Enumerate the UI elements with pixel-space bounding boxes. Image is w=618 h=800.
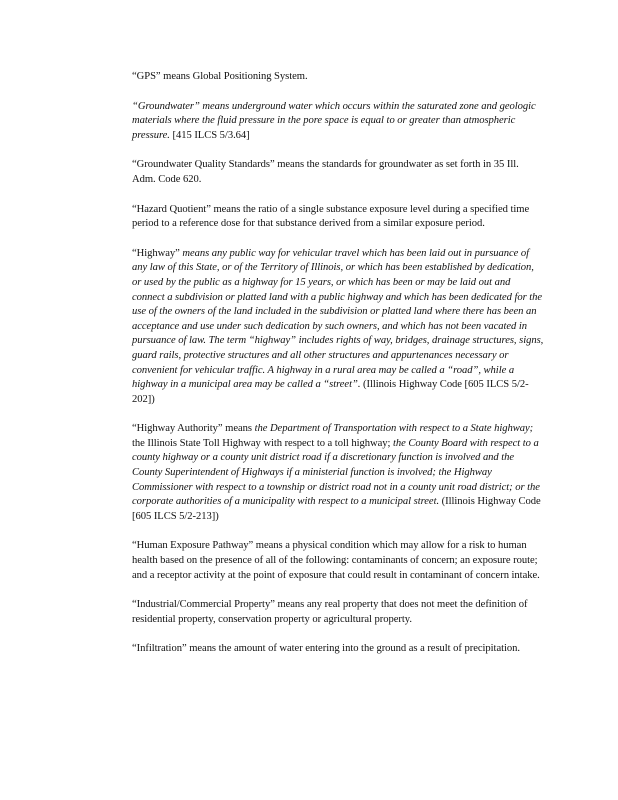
definition-paragraph xyxy=(132,642,544,657)
definition-paragraph xyxy=(132,203,544,232)
definition-paragraph xyxy=(132,158,544,187)
text-segment: (Illinois Highway Code [605 ILCS 5/2-202]) xyxy=(132,379,529,405)
text-segment: “Highway” xyxy=(132,247,183,259)
text-segment: “Human Exposure Pathway” means a physical condition which may allow for a risk to human health based on the presence of all of the following: contaminants of concern; an exposure route; and a receptor activity at the point of exposure that could result in contaminant of concern intake. xyxy=(132,540,540,581)
definition-paragraph xyxy=(132,70,544,85)
italic-text-segment: the Department of Transportation with respect to a State highway; xyxy=(254,423,534,435)
text-segment: “Highway Authority” means xyxy=(132,423,255,435)
text-segment: “Groundwater Quality Standards” means the standards for groundwater as set forth in 35 Ill. Adm. Code 620. xyxy=(132,159,519,185)
text-segment: [415 ILCS 5/3.64] xyxy=(169,129,250,141)
text-segment: the Illinois State Toll Highway with respect to a toll highway; xyxy=(132,437,393,449)
italic-text-segment: means any public way for vehicular travel which has been laid out in pursuance of any law of this State, or of the Territory of Illinois, or which has been established by dedication, or used by the public as a highway for 15 years, or which has been or may be laid out and connect a subdivision or platted land with a public highway and which has been dedicated for the use of the owners of the land included in the subdivision or platted land where there has been an acceptance and use under such dedication by such owners, and which has not been vacated in pursuance of law. The term “highway” includes rights of way, bridges, drainage structures, signs, guard rails, protective structures and all other structures and appurtenances necessary or convenient for vehicular traffic. A highway in a rural area may be called a “road”, while a highway in a municipal area may be called a “street”. xyxy=(132,247,544,391)
definitions-list xyxy=(132,70,544,672)
definition-paragraph xyxy=(132,422,544,524)
text-segment: “Hazard Quotient” means the ratio of a single substance exposure level during a specified time period to a reference dose for that substance derived from a similar exposure period. xyxy=(132,203,530,230)
text-segment: (Illinois Highway Code [605 ILCS 5/2-213]) xyxy=(132,496,541,522)
definition-paragraph xyxy=(132,598,544,627)
italic-text-segment: the County Board with respect to a county highway or a county unit district road if a discretionary function is involved and the County Superintendent of Highways if a ministerial function is involved; the Highway Commissioner with respect to a township or district road not in a county unit road district; or the corporate authorities of a municipality with respect to a municipal street. xyxy=(132,437,540,508)
definition-paragraph xyxy=(132,539,544,583)
italic-text-segment: “Groundwater” means underground water which occurs within the saturated zone and geologic materials where the fluid pressure in the pore space is equal to or greater than atmospheric pressure. xyxy=(132,100,536,141)
definition-paragraph xyxy=(132,100,544,144)
text-segment: “Infiltration” means the amount of water entering into the ground as a result of precipitation. xyxy=(132,643,520,655)
text-segment: “GPS” means Global Positioning System. xyxy=(132,71,308,82)
definition-paragraph xyxy=(132,247,544,408)
text-segment: “Industrial/Commercial Property” means any real property that does not meet the definition of residential property, conservation property or agricultural property. xyxy=(132,599,528,625)
